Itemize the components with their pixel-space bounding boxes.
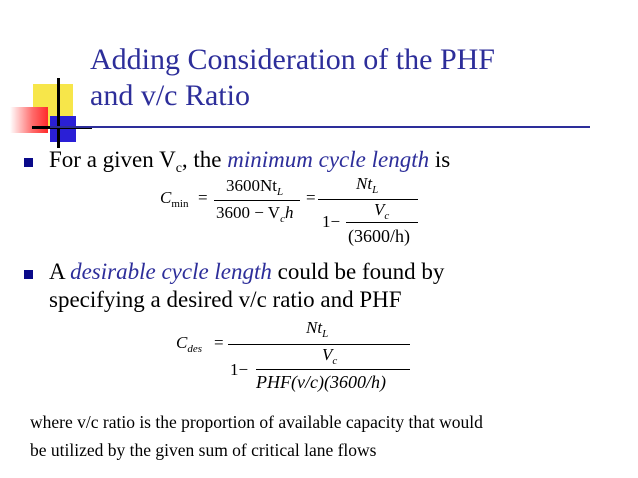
bullet-2-emphasis: desirable cycle length <box>70 259 272 284</box>
bullet-1-text: For a given $V_c$, the minimum cycle length is <box>49 147 451 176</box>
formula-2-lhs: $C_{des}$ <box>176 333 203 355</box>
formula-2-denominator-lead: 1− <box>230 360 249 379</box>
formula-2-numerator: $Nt_L$ <box>306 318 329 340</box>
formula-2-equals: = <box>214 333 224 352</box>
bullet-1-emphasis: minimum cycle length <box>227 147 430 172</box>
formula-2-inner-numerator: $V_c$ <box>322 345 338 367</box>
formula-1-equals-2: = <box>306 188 316 207</box>
formula-1-denominator-lead: 1− <box>322 212 341 231</box>
formula-1-inner-numerator: $V_c$ <box>374 200 390 222</box>
formula-1-inner-denominator: (3600/h) <box>348 226 410 246</box>
footer-line-2: be utilized by the given sum of critical lane flows <box>30 440 377 460</box>
fraction-bar <box>228 344 410 345</box>
formula-2-inner-denominator: PHF(v/c)(3600/h) <box>256 372 386 392</box>
fraction-bar <box>256 369 410 370</box>
bullet-2-line-2: specifying a desired v/c ratio and PHF <box>49 287 402 312</box>
footer-line-1: where v/c ratio is the proportion of available capacity that would <box>30 412 483 432</box>
footer-note <box>30 408 620 464</box>
formula-1-numerator: $3600Nt_L$ <box>226 176 284 198</box>
formula-1-numerator-2: $Nt_L$ <box>356 174 379 196</box>
formula-1-equals: = <box>198 188 208 207</box>
title-line-2: and v/c Ratio <box>90 79 250 112</box>
formula-1-lhs: $C_{min}$ <box>160 188 189 210</box>
bullet-2-text: A desirable cycle length could be found by specifying a desired v/c ratio and PHF <box>49 259 445 312</box>
title-line-1: Adding Consideration of the PHF <box>90 43 495 76</box>
formula-1-denominator: $3600 - V_ch$ <box>216 203 294 225</box>
